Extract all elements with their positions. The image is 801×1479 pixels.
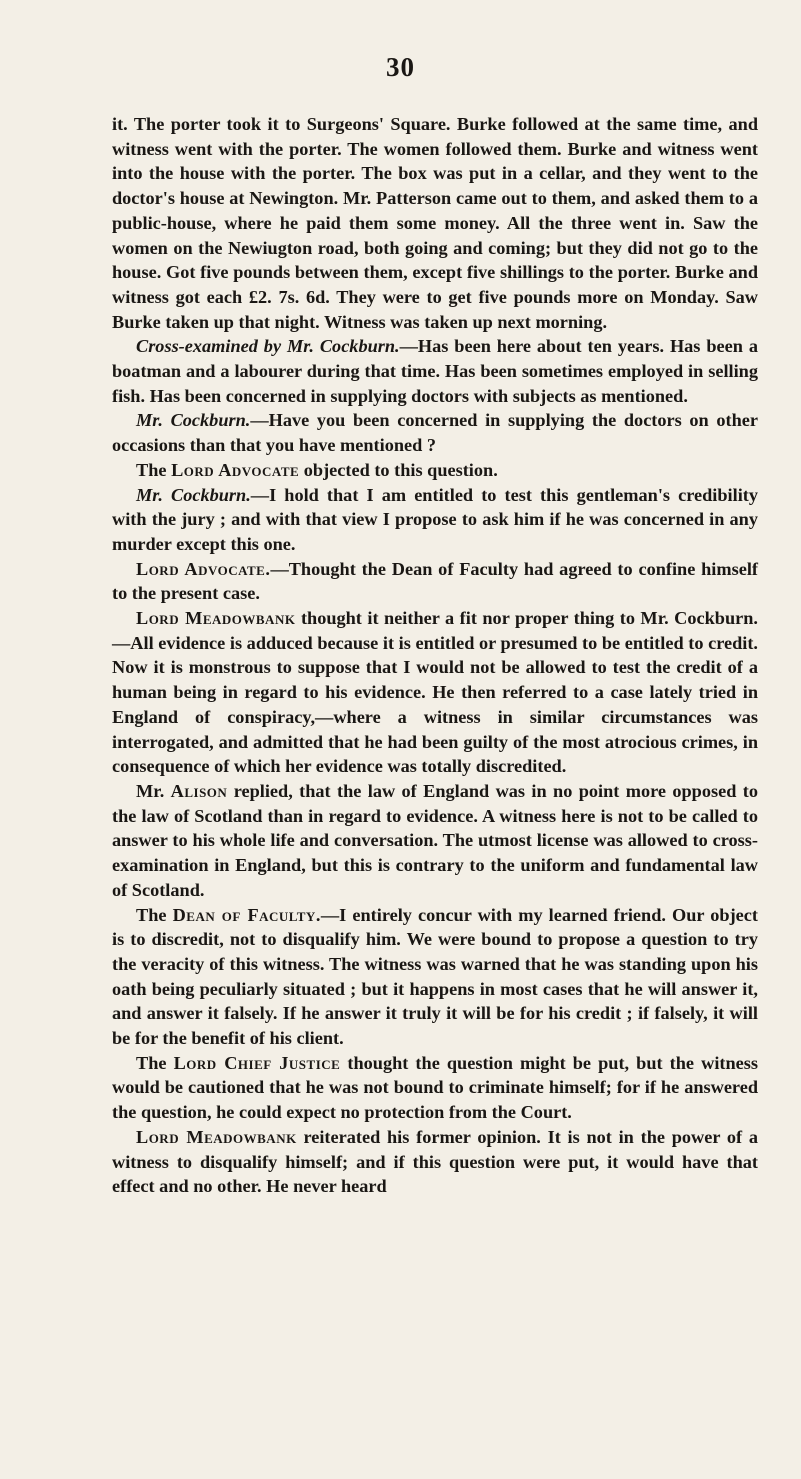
page-number: 30 xyxy=(386,52,415,82)
speaker-lead: Cross-examined by Mr. Cockburn. xyxy=(136,336,400,357)
body-text xyxy=(112,112,758,1199)
speaker-name: Dean of Faculty. xyxy=(172,904,321,925)
speaker-name: Lord Meadowbank xyxy=(136,608,296,629)
paragraph-3: Mr. Cockburn.—Have you been concerned in supplying the doctors on other occasions than that you have mentioned ? xyxy=(112,410,759,456)
paragraph-2: Cross-examined by Mr. Cockburn.—Has been here about ten years. Has been a boatman and a labourer during that time. Has been sometimes employed in selling fish. Has been concerned in supplying doctors with subjects as mentioned. xyxy=(112,336,758,406)
paragraph-1: it. The porter took it to Surgeons' Square. Burke followed at the same time, and witness went with the porter. The women followed them. Burke and witness went into the house with the porter. The box was put in a cellar, and they went to the doctor's house at Newington. Mr. Patterson came out to them, and asked them to a public-house, where he paid them some money. All the three went in. Saw the women on the Newiugton road, both going and coming; but they did not go to the house. Got five pounds between them, except five shillings to the porter. Burke and witness got each £2. 7s. 6d. They were to get five pounds more on Monday. Saw Burke taken up that night. Witness was taken up next morning. xyxy=(112,114,758,332)
paragraph-7: Lord Meadowbank thought it neither a fit nor proper thing to Mr. Cockburn.—All evidence is adduced because it is entitled or presumed to be entitled to credit. Now it is monstrous to suppose that I would not be allowed to test the credit of a human being in regard to his evidence. He then referred to a case lately tried in England of conspiracy,—where a witness in similar circumstances was interrogated, and admitted that he had been guilty of the most atrocious crimes, in consequence of which her evidence was totally discredited. xyxy=(112,608,758,777)
paragraph-8: Mr. Alison replied, that the law of England was in no point more opposed to the law of Scotland than in regard to evidence. A witness here is not to be called to answer to his whole life and conversation. The utmost license was allowed to cross-examination in England, but this is contrary to the uniform and fundamental law of Scotland. xyxy=(112,780,758,900)
speaker-lead: Mr. Cockburn. xyxy=(136,410,251,431)
paragraph-10: The Lord Chief Justice thought the question might be put, but the witness would be cautioned that he was not bound to criminate himself; for if he answered the question, he could expect no protection from the Court. xyxy=(112,1052,758,1123)
paragraph-5: Mr. Cockburn.—I hold that I am entitled to test this gentleman's credibility with the jury ; and with that view I propose to ask him if he was concerned in any murder except this one. xyxy=(112,484,758,554)
speaker-lead: Mr. Cockburn. xyxy=(136,484,251,505)
paragraph-11: Lord Meadowbank reiterated his former opinion. It is not in the power of a witness to disqualify himself; and if this question were put, it would have that effect and no other. He never heard xyxy=(112,1126,758,1197)
paragraph-6: Lord Advocate.—Thought the Dean of Faculty had agreed to confine himself to the present case. xyxy=(112,558,759,604)
speaker-name: Lord Chief Justice xyxy=(173,1052,341,1073)
paragraph-9: The Dean of Faculty.—I entirely concur with my learned friend. Our object is to discredit, not to disqualify him. We were bound to propose a question to try the veracity of this witness. The witness was warned that he was standing upon his oath being peculiarly situated ; but it happens in most cases that he will answer it, and answer it falsely. If he answer it truly it will be for his credit ; if falsely, it will be for the benefit of his client. xyxy=(112,904,758,1049)
speaker-name: Alison xyxy=(170,780,228,801)
paragraph-4: The Lord Advocate objected to this question. xyxy=(136,459,498,480)
speaker-name: Lord Meadowbank xyxy=(136,1126,297,1147)
speaker-name: Lord Advocate. xyxy=(136,558,271,579)
speaker-name: Lord Advocate xyxy=(171,459,300,480)
